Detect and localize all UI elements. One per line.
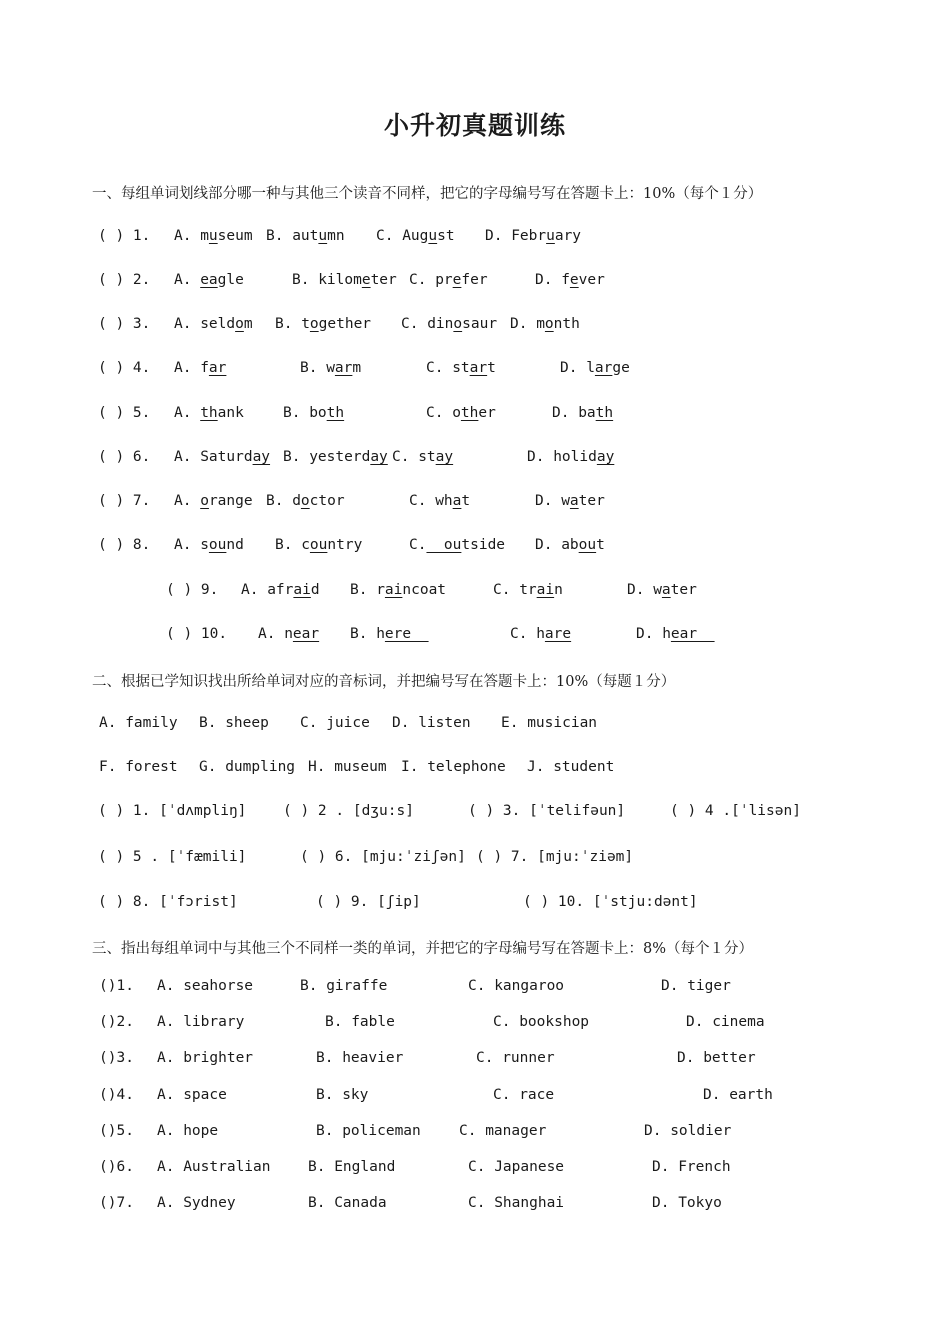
option-b[interactable]: B. warm xyxy=(300,360,362,376)
option-a[interactable]: A. space xyxy=(157,1087,227,1103)
option-d[interactable]: D. holiday xyxy=(527,449,615,465)
question-row xyxy=(0,626,950,650)
classify-row xyxy=(0,978,950,1002)
section-3-heading: 三、指出每组单词中与其他三个不同样一类的单词，并把它的字母编号写在答题卡上：8%（每个１分） xyxy=(92,941,753,957)
classify-row xyxy=(0,1159,950,1183)
question-row xyxy=(0,449,950,473)
question-number: ( ) 4. xyxy=(98,360,151,376)
option-c[interactable]: C. outside xyxy=(409,537,506,553)
question-number: ( ) 8. xyxy=(98,537,151,553)
question-number: ()7. xyxy=(99,1195,134,1211)
option-c[interactable]: C. Japanese xyxy=(468,1159,565,1175)
option-a[interactable]: A. hope xyxy=(157,1123,219,1139)
phonetic-item[interactable]: ( ) 5 . [ˈfæmili] xyxy=(98,849,247,865)
option-c[interactable]: C. race xyxy=(493,1087,555,1103)
option-b[interactable]: B. both xyxy=(283,405,345,421)
option-c[interactable]: C. bookshop xyxy=(493,1014,590,1030)
question-number: ()5. xyxy=(99,1123,134,1139)
question-row xyxy=(0,537,950,561)
option-c[interactable]: C. start xyxy=(426,360,496,376)
option-b[interactable]: B. policeman xyxy=(316,1123,421,1139)
phonetic-row xyxy=(0,894,950,918)
option-d[interactable]: D. Tokyo xyxy=(652,1195,722,1211)
phonetic-item[interactable]: ( ) 2 . [dʒu:s] xyxy=(283,803,414,819)
classify-row xyxy=(0,1123,950,1147)
option-c[interactable]: C. runner xyxy=(476,1050,555,1066)
word-option: C. juice xyxy=(300,715,370,731)
classify-row xyxy=(0,1087,950,1111)
classify-row xyxy=(0,1050,950,1074)
phonetic-item[interactable]: ( ) 8. [ˈfɔrist] xyxy=(98,894,238,910)
option-d[interactable]: D. French xyxy=(652,1159,731,1175)
phonetic-row xyxy=(0,803,950,827)
option-b[interactable]: B. yesterday xyxy=(283,449,388,465)
word-options-row xyxy=(0,715,950,739)
option-c[interactable]: C. what xyxy=(409,493,471,509)
question-row xyxy=(0,582,950,606)
question-number: ()2. xyxy=(99,1014,134,1030)
option-b[interactable]: B. together xyxy=(275,316,372,332)
option-d[interactable]: D. tiger xyxy=(661,978,731,994)
option-a[interactable]: A. afraid xyxy=(241,582,320,598)
question-number: ( ) 7. xyxy=(98,493,151,509)
option-b[interactable]: B. Canada xyxy=(308,1195,387,1211)
option-c[interactable]: C. Shanghai xyxy=(468,1195,565,1211)
option-c[interactable]: C. dinosaur xyxy=(401,316,498,332)
option-b[interactable]: B. sky xyxy=(316,1087,369,1103)
option-a[interactable]: A. Sydney xyxy=(157,1195,236,1211)
option-a[interactable]: A. thank xyxy=(174,405,244,421)
option-b[interactable]: B. fable xyxy=(325,1014,395,1030)
option-d[interactable]: D. about xyxy=(535,537,605,553)
question-row xyxy=(0,493,950,517)
word-option: D. listen xyxy=(392,715,471,731)
word-option: H. museum xyxy=(308,759,387,775)
option-a[interactable]: A. museum xyxy=(174,228,253,244)
word-option: J. student xyxy=(527,759,615,775)
word-option: I. telephone xyxy=(401,759,506,775)
option-b[interactable]: B. autumn xyxy=(266,228,345,244)
option-c[interactable]: C. kangaroo xyxy=(468,978,565,994)
option-a[interactable]: A. brighter xyxy=(157,1050,254,1066)
question-number: ()4. xyxy=(99,1087,134,1103)
question-row xyxy=(0,360,950,384)
option-b[interactable]: B. giraffe xyxy=(300,978,388,994)
option-c[interactable]: C. train xyxy=(493,582,563,598)
question-row xyxy=(0,272,950,296)
option-d[interactable]: D. large xyxy=(560,360,630,376)
section-1-heading: 一、每组单词划线部分哪一种与其他三个读音不同样，把它的字母编号写在答题卡上：10%（每个１分） xyxy=(92,186,763,202)
question-number: ( ) 6. xyxy=(98,449,151,465)
option-d[interactable]: D. month xyxy=(510,316,580,332)
option-c[interactable]: C. manager xyxy=(459,1123,547,1139)
word-option: B. sheep xyxy=(199,715,269,731)
option-a[interactable]: A. seahorse xyxy=(157,978,254,994)
question-row xyxy=(0,228,950,252)
option-c[interactable]: C. stay xyxy=(392,449,454,465)
word-option: E. musician xyxy=(501,715,598,731)
option-d[interactable]: D. soldier xyxy=(644,1123,732,1139)
question-number: ( ) 10. xyxy=(166,626,228,642)
phonetic-item[interactable]: ( ) 7. [mju:ˈziəm] xyxy=(476,849,634,865)
phonetic-row xyxy=(0,849,950,873)
option-d[interactable]: D. water xyxy=(535,493,605,509)
option-a[interactable]: A. seldom xyxy=(174,316,253,332)
option-c[interactable]: C. other xyxy=(426,405,496,421)
option-a[interactable]: A. Saturday xyxy=(174,449,271,465)
option-d[interactable]: D. cinema xyxy=(686,1014,765,1030)
phonetic-item[interactable]: ( ) 4 .[ˈlisən] xyxy=(670,803,801,819)
question-number: ()1. xyxy=(99,978,134,994)
option-d[interactable]: D. fever xyxy=(535,272,605,288)
option-a[interactable]: A. Australian xyxy=(157,1159,271,1175)
option-b[interactable]: B. kilometer xyxy=(292,272,397,288)
option-a[interactable]: A. far xyxy=(174,360,227,376)
word-option: G. dumpling xyxy=(199,759,296,775)
option-c[interactable]: C. prefer xyxy=(409,272,488,288)
question-number: ()3. xyxy=(99,1050,134,1066)
option-a[interactable]: A. eagle xyxy=(174,272,244,288)
phonetic-item[interactable]: ( ) 6. [mju:ˈziʃən] xyxy=(300,849,466,865)
page-title: 小升初真题训练 xyxy=(383,111,566,140)
option-d[interactable]: D. February xyxy=(485,228,582,244)
option-b[interactable]: B. doctor xyxy=(266,493,345,509)
option-a[interactable]: A. near xyxy=(258,626,320,642)
phonetic-item[interactable]: ( ) 10. [ˈstju:dənt] xyxy=(523,894,698,910)
option-d[interactable]: D. bath xyxy=(552,405,614,421)
option-b[interactable]: B. raincoat xyxy=(350,582,447,598)
question-number: ( ) 5. xyxy=(98,405,151,421)
option-b[interactable]: B. heavier xyxy=(316,1050,404,1066)
question-row xyxy=(0,316,950,340)
question-number: ( ) 1. xyxy=(98,228,151,244)
option-b[interactable]: B. England xyxy=(308,1159,396,1175)
option-c[interactable]: C. August xyxy=(376,228,455,244)
question-number: ( ) 3. xyxy=(98,316,151,332)
word-option: F. forest xyxy=(99,759,178,775)
option-d[interactable]: D. water xyxy=(627,582,697,598)
option-d[interactable]: D. better xyxy=(677,1050,756,1066)
phonetic-item[interactable]: ( ) 9. [ʃip] xyxy=(316,894,421,910)
option-c[interactable]: C. hare xyxy=(510,626,572,642)
option-b[interactable]: B. country xyxy=(275,537,363,553)
word-options-row xyxy=(0,759,950,783)
phonetic-item[interactable]: ( ) 1. [ˈdʌmpliŋ] xyxy=(98,803,247,819)
phonetic-item[interactable]: ( ) 3. [ˈtelifəun] xyxy=(468,803,626,819)
question-number: ( ) 2. xyxy=(98,272,151,288)
option-d[interactable]: D. earth xyxy=(703,1087,773,1103)
option-d[interactable]: D. hear xyxy=(636,626,715,642)
classify-row xyxy=(0,1195,950,1219)
question-row xyxy=(0,405,950,429)
option-b[interactable]: B. here xyxy=(350,626,429,642)
option-a[interactable]: A. orange xyxy=(174,493,253,509)
classify-row xyxy=(0,1014,950,1038)
option-a[interactable]: A. library xyxy=(157,1014,245,1030)
option-a[interactable]: A. sound xyxy=(174,537,244,553)
section-2-heading: 二、根据已学知识找出所给单词对应的音标词，并把编号写在答题卡上：10%（每题１分） xyxy=(92,674,676,690)
word-option: A. family xyxy=(99,715,178,731)
question-number: ( ) 9. xyxy=(166,582,219,598)
question-number: ()6. xyxy=(99,1159,134,1175)
